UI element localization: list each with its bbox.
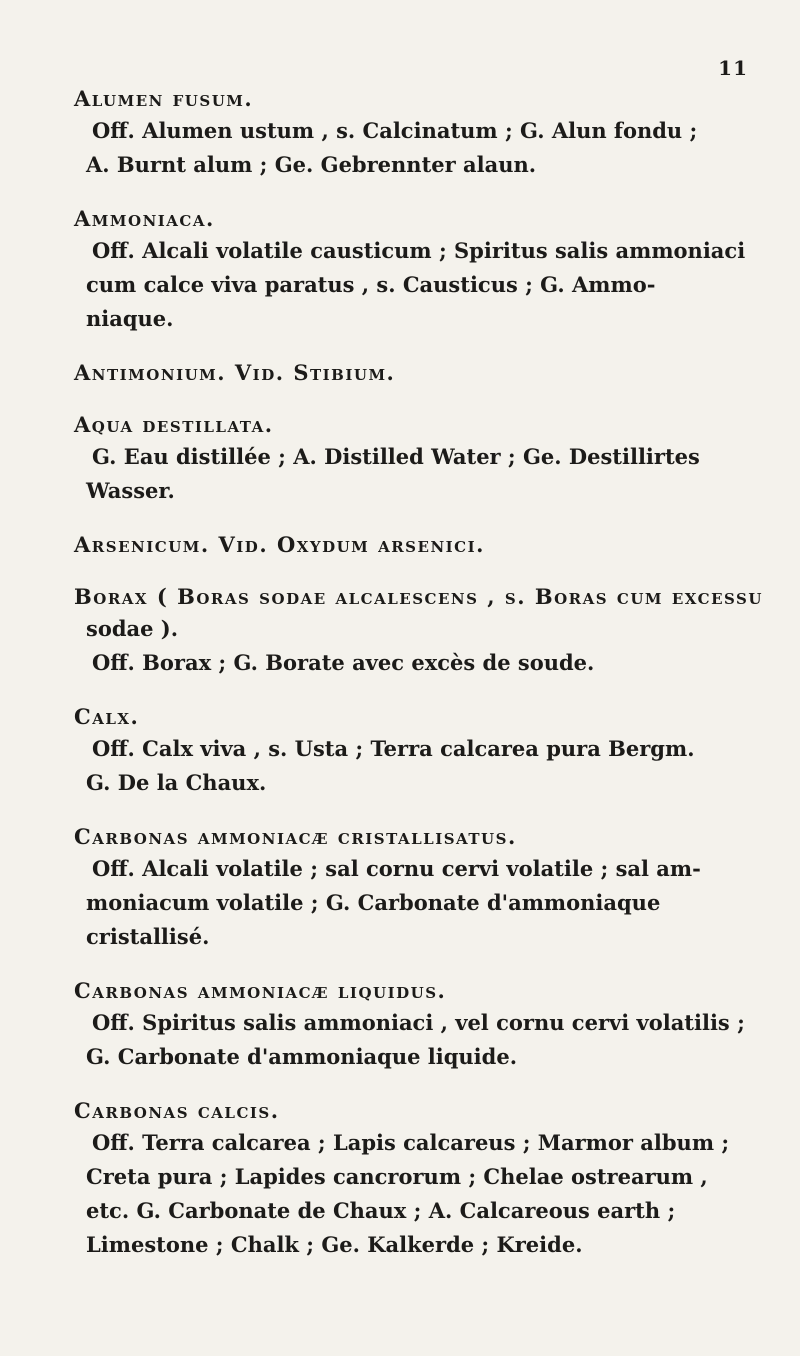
entry-line: Off. Alcali volatile causticum ; Spiritus salis ammoniaci [92,238,746,263]
entry-heading: Carbonas calcis. [74,1098,280,1123]
entry-borax [74,582,772,680]
entry-line: Off. Borax ; G. Borate avec excès de soude. [92,650,595,675]
entry-heading: Borax ( Boras sodae alcalescens , s. Boras cum excessu [74,584,763,609]
entry-line: Limestone ; Chalk ; Ge. Kalkerde ; Kreide. [86,1232,583,1257]
entry-line: G. Carbonate d'ammoniaque liquide. [86,1044,518,1069]
dictionary-entries [74,84,772,1284]
entry-line: sodae ). [86,616,179,641]
entry-carbonas-ammoniacae-liquidus [74,976,772,1074]
entry-aqua-destillata [74,410,772,508]
entry-heading: Antimonium. Vid. Stibium. [74,360,396,385]
entry-heading: Arsenicum. Vid. Oxydum arsenici. [74,532,485,557]
entry-carbonas-calcis [74,1096,772,1262]
entry-line: Off. Terra calcarea ; Lapis calcareus ; Marmor album ; [92,1130,730,1155]
entry-heading: Alumen fusum. [74,86,254,111]
entry-line: Off. Alumen ustum , s. Calcinatum ; G. Alun fondu ; [92,118,698,143]
entry-heading: Aqua destillata. [74,412,274,437]
entry-line: cum calce viva paratus , s. Causticus ; G. Ammo- [86,272,656,297]
entry-line: A. Burnt alum ; Ge. Gebrennter alaun. [86,152,537,177]
entry-line: Creta pura ; Lapides cancrorum ; Chelae ostrearum , [86,1164,708,1189]
entry-line: G. De la Chaux. [86,770,267,795]
entry-heading: Carbonas ammoniacæ cristallisatus. [74,824,517,849]
entry-heading: Carbonas ammoniacæ liquidus. [74,978,447,1003]
entry-alumen-fusum [74,84,772,182]
entry-arsenicum [74,530,772,560]
entry-heading: Calx. [74,704,140,729]
entry-line: G. Eau distillée ; A. Distilled Water ; Ge. Destillirtes [92,444,700,469]
entry-calx [74,702,772,800]
entry-line: moniacum volatile ; G. Carbonate d'ammoniaque [86,890,661,915]
entry-line: Off. Alcali volatile ; sal cornu cervi volatile ; sal am- [92,856,701,881]
entry-line: etc. G. Carbonate de Chaux ; A. Calcareous earth ; [86,1198,676,1223]
entry-ammoniaca [74,204,772,336]
entry-line: Off. Spiritus salis ammoniaci , vel cornu cervi volatilis ; [92,1010,745,1035]
page-number: 11 [718,56,748,80]
entry-heading: Ammoniaca. [74,206,215,231]
entry-line: Off. Calx viva , s. Usta ; Terra calcarea pura Bergm. [92,736,695,761]
entry-carbonas-ammoniacae-cristallisatus [74,822,772,954]
entry-line: Wasser. [86,478,175,503]
entry-line: cristallisé. [86,924,210,949]
entry-line: niaque. [86,306,174,331]
entry-antimonium [74,358,772,388]
